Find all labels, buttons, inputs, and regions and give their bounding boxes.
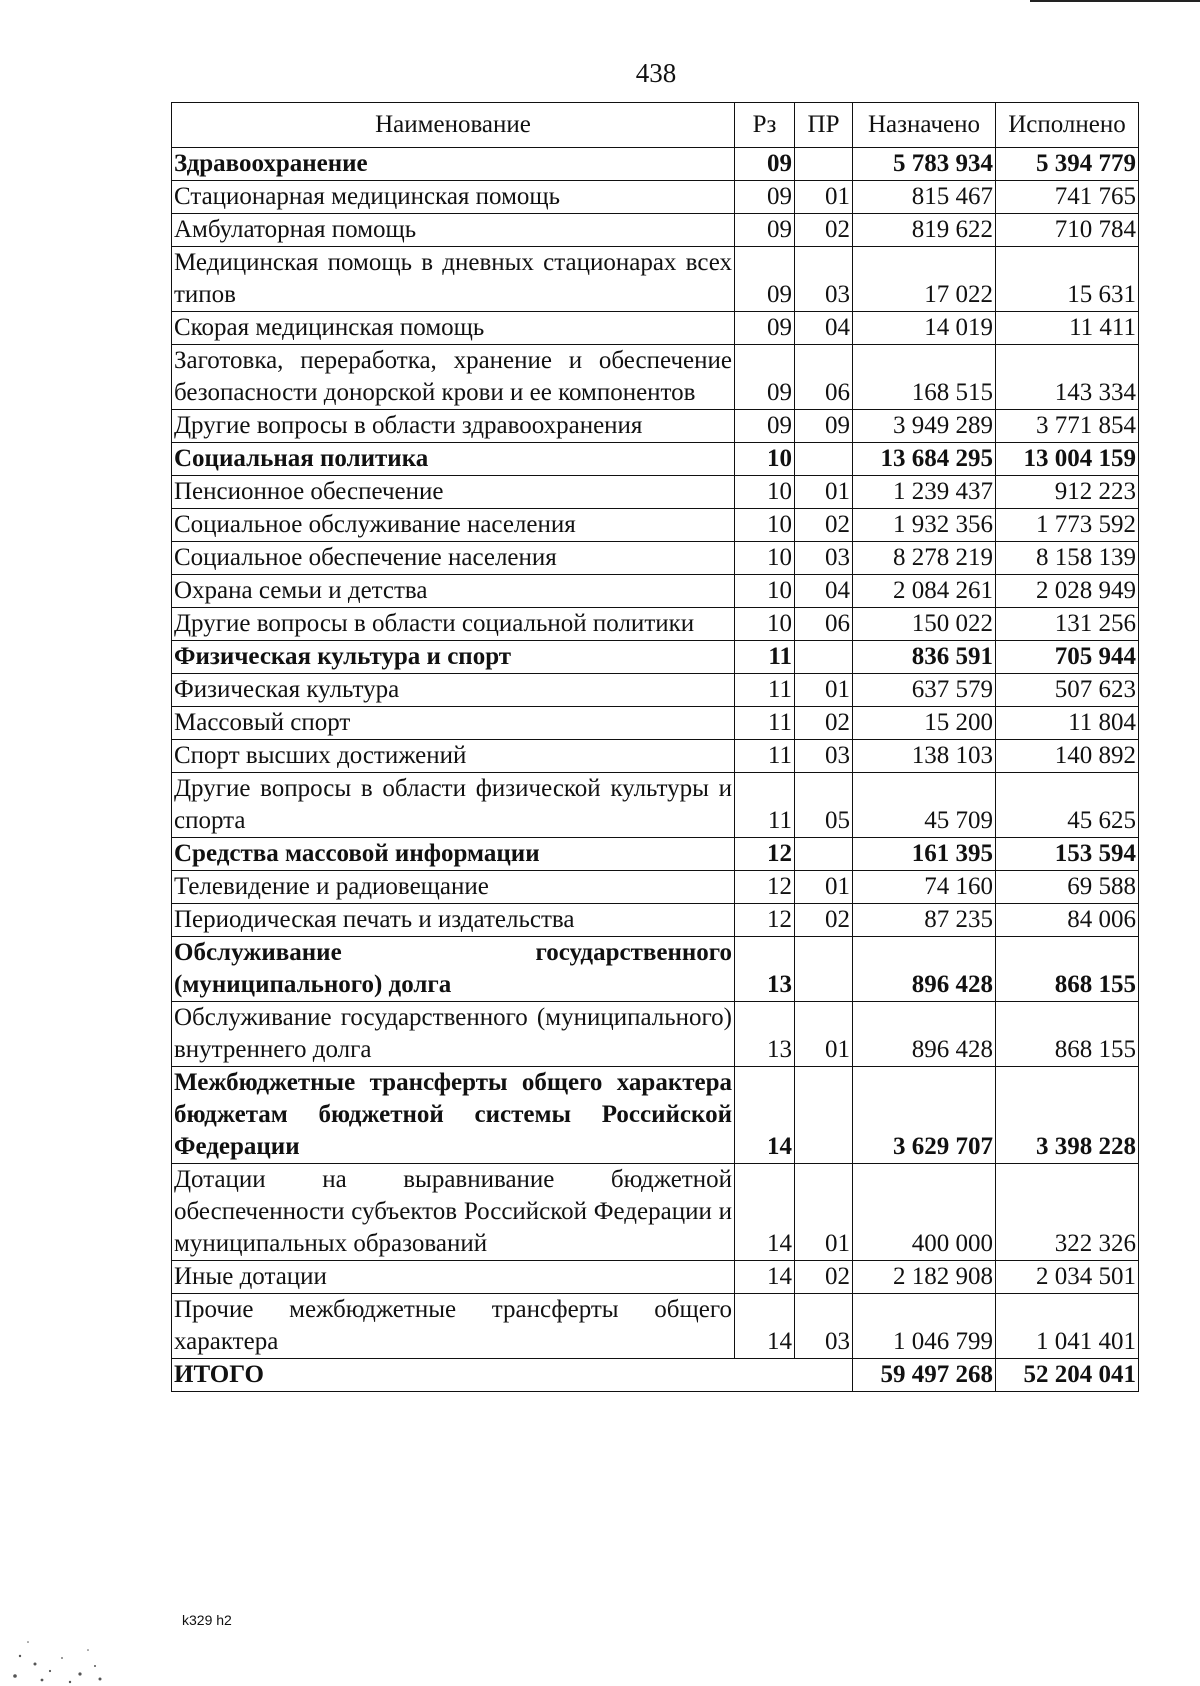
row-rz: 10	[735, 509, 795, 542]
footer-code: k329 h2	[182, 1612, 232, 1628]
table-body	[172, 148, 1139, 1359]
row-rz: 14	[735, 1261, 795, 1294]
row-name: Прочие межбюджетные трансферты общего характера	[172, 1294, 735, 1359]
row-name: Средства массовой информации	[172, 838, 735, 871]
row-name: Социальное обслуживание населения	[172, 509, 735, 542]
row-name: Обслуживание государственного (муниципального) внутреннего долга	[172, 1002, 735, 1067]
row-name: Медицинская помощь в дневных стационарах всех типов	[172, 247, 735, 312]
row-executed: 2 028 949	[996, 575, 1139, 608]
row-rz: 09	[735, 410, 795, 443]
row-name: Социальная политика	[172, 443, 735, 476]
row-pr: 03	[795, 740, 853, 773]
table-row	[172, 1294, 1139, 1359]
row-assigned: 15 200	[853, 707, 996, 740]
row-assigned: 14 019	[853, 312, 996, 345]
row-assigned: 168 515	[853, 345, 996, 410]
table-header-row	[172, 103, 1139, 148]
row-executed: 131 256	[996, 608, 1139, 641]
row-executed: 1 773 592	[996, 509, 1139, 542]
table-row	[172, 575, 1139, 608]
row-pr: 02	[795, 904, 853, 937]
header-assigned: Назначено	[853, 103, 996, 148]
row-executed: 13 004 159	[996, 443, 1139, 476]
row-executed: 3 398 228	[996, 1067, 1139, 1164]
row-rz: 11	[735, 773, 795, 838]
header-pr: ПР	[795, 103, 853, 148]
budget-table	[171, 102, 1139, 1392]
row-assigned: 74 160	[853, 871, 996, 904]
row-name: Другие вопросы в области физической культуры и спорта	[172, 773, 735, 838]
row-executed: 868 155	[996, 1002, 1139, 1067]
row-pr: 01	[795, 1164, 853, 1261]
row-name: Физическая культура и спорт	[172, 641, 735, 674]
row-rz: 09	[735, 247, 795, 312]
row-executed: 140 892	[996, 740, 1139, 773]
row-name: Социальное обеспечение населения	[172, 542, 735, 575]
row-name: Пенсионное обеспечение	[172, 476, 735, 509]
row-rz: 11	[735, 740, 795, 773]
row-assigned: 896 428	[853, 1002, 996, 1067]
row-pr: 03	[795, 542, 853, 575]
row-assigned: 1 046 799	[853, 1294, 996, 1359]
row-rz: 10	[735, 443, 795, 476]
row-assigned: 836 591	[853, 641, 996, 674]
page-number: 438	[635, 58, 677, 88]
row-executed: 912 223	[996, 476, 1139, 509]
row-executed: 84 006	[996, 904, 1139, 937]
row-rz: 09	[735, 312, 795, 345]
table-row	[172, 608, 1139, 641]
row-name: Другие вопросы в области социальной политики	[172, 608, 735, 641]
row-pr	[795, 148, 853, 181]
row-name: Межбюджетные трансферты общего характера бюджетам бюджетной системы Российской Федерации	[172, 1067, 735, 1164]
header-executed: Исполнено	[996, 103, 1139, 148]
row-name: Иные дотации	[172, 1261, 735, 1294]
row-assigned: 3 629 707	[853, 1067, 996, 1164]
row-pr: 02	[795, 509, 853, 542]
row-assigned: 45 709	[853, 773, 996, 838]
table-row	[172, 443, 1139, 476]
row-assigned: 2 182 908	[853, 1261, 996, 1294]
row-pr: 09	[795, 410, 853, 443]
table-row	[172, 773, 1139, 838]
table-row	[172, 1164, 1139, 1261]
row-executed: 741 765	[996, 181, 1139, 214]
table-row	[172, 1261, 1139, 1294]
row-assigned: 637 579	[853, 674, 996, 707]
row-pr	[795, 641, 853, 674]
row-executed: 11 411	[996, 312, 1139, 345]
row-rz: 12	[735, 838, 795, 871]
row-name: Физическая культура	[172, 674, 735, 707]
row-pr: 02	[795, 214, 853, 247]
row-name: Охрана семьи и детства	[172, 575, 735, 608]
row-rz: 13	[735, 1002, 795, 1067]
row-rz: 09	[735, 345, 795, 410]
table-row	[172, 871, 1139, 904]
row-assigned: 13 684 295	[853, 443, 996, 476]
row-assigned: 17 022	[853, 247, 996, 312]
table-row	[172, 674, 1139, 707]
row-name: Здравоохранение	[172, 148, 735, 181]
row-pr: 01	[795, 476, 853, 509]
row-name: Стационарная медицинская помощь	[172, 181, 735, 214]
row-executed: 1 041 401	[996, 1294, 1139, 1359]
table-row	[172, 214, 1139, 247]
row-pr: 01	[795, 674, 853, 707]
table-row	[172, 542, 1139, 575]
row-executed: 705 944	[996, 641, 1139, 674]
total-row	[172, 1359, 1139, 1392]
row-rz: 10	[735, 575, 795, 608]
row-name: Амбулаторная помощь	[172, 214, 735, 247]
table-row	[172, 904, 1139, 937]
row-rz: 11	[735, 707, 795, 740]
row-executed: 5 394 779	[996, 148, 1139, 181]
header-rz: Рз	[735, 103, 795, 148]
row-rz: 10	[735, 608, 795, 641]
row-name: Телевидение и радиовещание	[172, 871, 735, 904]
row-pr: 02	[795, 1261, 853, 1294]
table-row	[172, 509, 1139, 542]
table-row	[172, 181, 1139, 214]
table-row	[172, 1067, 1139, 1164]
row-executed: 3 771 854	[996, 410, 1139, 443]
row-rz: 10	[735, 542, 795, 575]
row-rz: 11	[735, 641, 795, 674]
row-executed: 15 631	[996, 247, 1139, 312]
table-row	[172, 641, 1139, 674]
row-name: Дотации на выравнивание бюджетной обеспеченности субъектов Российской Федерации и муниципальных образований	[172, 1164, 735, 1261]
table-row	[172, 410, 1139, 443]
row-assigned: 150 022	[853, 608, 996, 641]
row-name: Скорая медицинская помощь	[172, 312, 735, 345]
row-name: Массовый спорт	[172, 707, 735, 740]
row-pr: 06	[795, 608, 853, 641]
row-assigned: 87 235	[853, 904, 996, 937]
row-name: Обслуживание государственного (муниципального) долга	[172, 937, 735, 1002]
row-executed: 69 588	[996, 871, 1139, 904]
row-pr: 04	[795, 312, 853, 345]
row-assigned: 2 084 261	[853, 575, 996, 608]
row-rz: 14	[735, 1294, 795, 1359]
total-executed: 52 204 041	[996, 1359, 1139, 1392]
table-row	[172, 740, 1139, 773]
scan-edge-rule	[1030, 0, 1200, 2]
row-assigned: 5 783 934	[853, 148, 996, 181]
header-name: Наименование	[172, 103, 735, 148]
row-rz: 10	[735, 476, 795, 509]
table-row	[172, 838, 1139, 871]
row-pr	[795, 937, 853, 1002]
row-rz: 12	[735, 871, 795, 904]
row-rz: 11	[735, 674, 795, 707]
table-row	[172, 312, 1139, 345]
row-name: Заготовка, переработка, хранение и обеспечение безопасности донорской крови и ее компонентов	[172, 345, 735, 410]
row-executed: 2 034 501	[996, 1261, 1139, 1294]
row-assigned: 1 239 437	[853, 476, 996, 509]
row-executed: 507 623	[996, 674, 1139, 707]
row-pr: 01	[795, 181, 853, 214]
row-executed: 868 155	[996, 937, 1139, 1002]
row-assigned: 819 622	[853, 214, 996, 247]
row-assigned: 8 278 219	[853, 542, 996, 575]
row-pr	[795, 443, 853, 476]
row-rz: 14	[735, 1164, 795, 1261]
row-pr: 03	[795, 247, 853, 312]
row-assigned: 138 103	[853, 740, 996, 773]
row-assigned: 1 932 356	[853, 509, 996, 542]
row-name: Другие вопросы в области здравоохранения	[172, 410, 735, 443]
row-assigned: 815 467	[853, 181, 996, 214]
row-assigned: 3 949 289	[853, 410, 996, 443]
row-assigned: 161 395	[853, 838, 996, 871]
row-executed: 710 784	[996, 214, 1139, 247]
row-name: Периодическая печать и издательства	[172, 904, 735, 937]
row-pr	[795, 1067, 853, 1164]
row-rz: 09	[735, 181, 795, 214]
row-rz: 14	[735, 1067, 795, 1164]
row-name: Спорт высших достижений	[172, 740, 735, 773]
row-pr: 05	[795, 773, 853, 838]
table-row	[172, 937, 1139, 1002]
row-pr	[795, 838, 853, 871]
row-assigned: 400 000	[853, 1164, 996, 1261]
total-label: ИТОГО	[172, 1359, 853, 1392]
table-row	[172, 247, 1139, 312]
total-assigned: 59 497 268	[853, 1359, 996, 1392]
table-row	[172, 476, 1139, 509]
row-pr: 02	[795, 707, 853, 740]
row-pr: 03	[795, 1294, 853, 1359]
table-row	[172, 707, 1139, 740]
row-pr: 01	[795, 871, 853, 904]
row-executed: 8 158 139	[996, 542, 1139, 575]
row-executed: 143 334	[996, 345, 1139, 410]
row-executed: 45 625	[996, 773, 1139, 838]
row-executed: 153 594	[996, 838, 1139, 871]
table-row	[172, 345, 1139, 410]
row-executed: 11 804	[996, 707, 1139, 740]
row-pr: 06	[795, 345, 853, 410]
row-rz: 12	[735, 904, 795, 937]
row-rz: 09	[735, 148, 795, 181]
row-rz: 13	[735, 937, 795, 1002]
row-executed: 322 326	[996, 1164, 1139, 1261]
row-pr: 04	[795, 575, 853, 608]
row-rz: 09	[735, 214, 795, 247]
row-assigned: 896 428	[853, 937, 996, 1002]
row-pr: 01	[795, 1002, 853, 1067]
table-row	[172, 148, 1139, 181]
table-row	[172, 1002, 1139, 1067]
scan-noise-decoration	[0, 1546, 120, 1686]
